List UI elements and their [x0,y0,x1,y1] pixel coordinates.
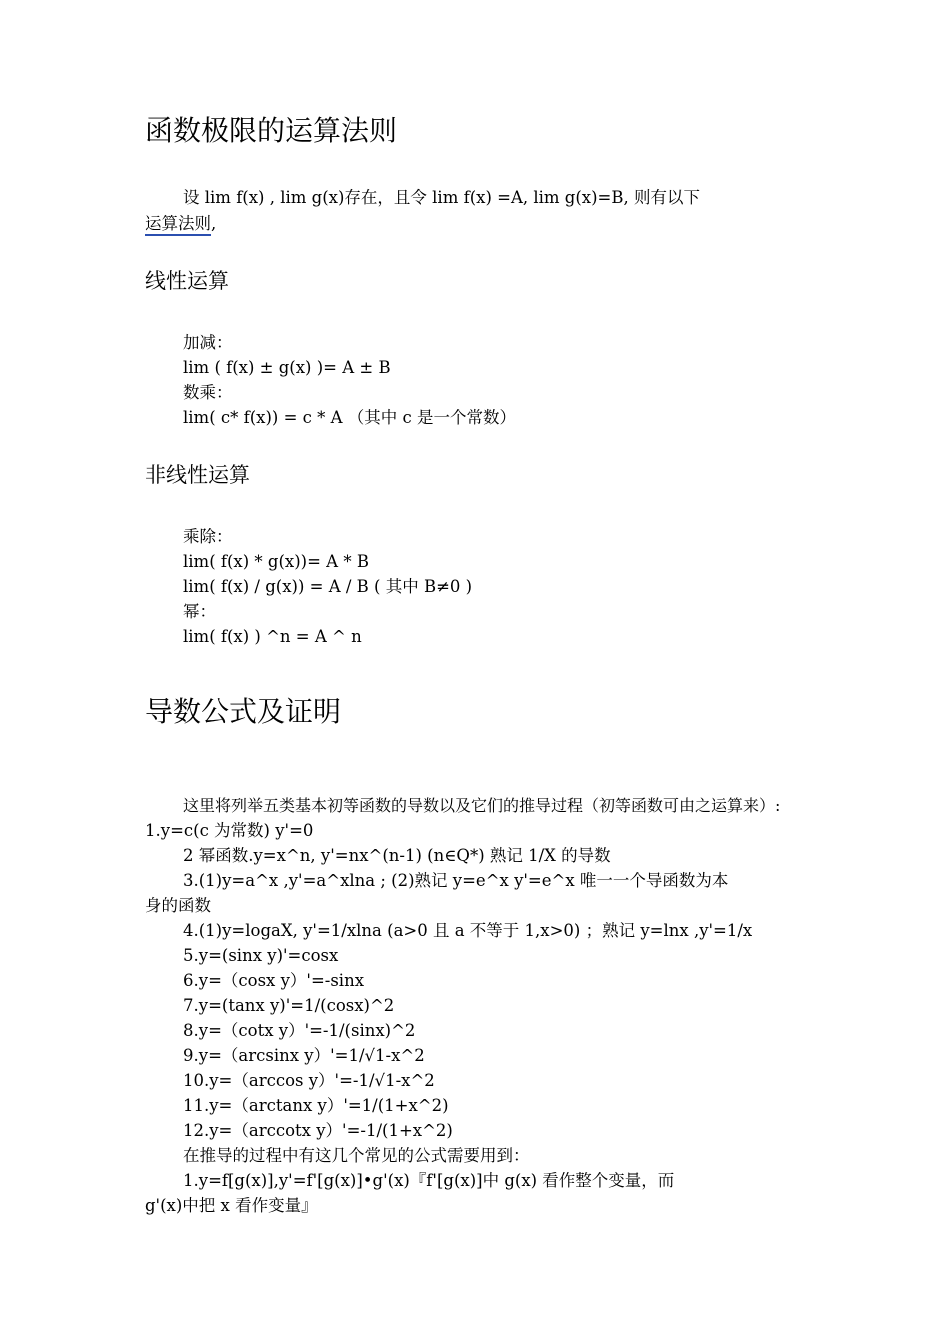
derivative-item: 2 幂函数.y=x^n, y'=nx^(n-1) (n∈Q*) 熟记 1/X 的导数 [183,846,611,865]
derivative-item: 12.y=（arccotx y）'=-1/(1+x^2) [183,1121,453,1140]
label-scalar-multiply: 数乘： [183,383,233,402]
chain-rule-line: 1.y=f[g(x)],y'=f'[g(x)]•g'(x)『f'[g(x)]中 g(x) 看作整个变量，而 [183,1171,675,1190]
formula-add-subtract: lim ( f(x) ± g(x) )= A ± B [183,358,391,377]
label-multiply-divide: 乘除： [183,527,233,546]
derivative-item: 6.y=（cosx y）'=-sinx [183,971,365,990]
common-formulas-intro: 在推导的过程中有这几个常见的公式需要用到： [183,1146,530,1165]
formula-power: lim( f(x) ) ^n = A ^ n [183,627,362,646]
section-title-derivatives: 导数公式及证明 [145,695,342,728]
intro-tail: , [211,214,217,233]
limit-intro-line: 设 lim f(x) , lim g(x)存在，且令 lim f(x) =A, lim g(x)=B, 则有以下 [183,188,700,207]
derivative-item: 10.y=（arccos y）'=-1/√1-x^2 [183,1071,435,1090]
label-add-subtract: 加减： [183,333,233,352]
derivative-item: 1.y=c(c 为常数) y'=0 [145,821,314,840]
section-title-limit-rules: 函数极限的运算法则 [145,114,398,147]
limit-intro-continuation [145,211,216,236]
derivative-item: 11.y=（arctanx y）'=1/(1+x^2) [183,1096,449,1115]
chain-rule-continuation: g'(x)中把 x 看作变量』 [145,1196,318,1215]
formula-scalar-multiply: lim( c* f(x)) = c * A （其中 c 是一个常数） [183,408,517,427]
derivative-item: 8.y=（cotx y）'=-1/(sinx)^2 [183,1021,416,1040]
derivative-item: 3.(1)y=a^x ,y'=a^xlna ; (2)熟记 y=e^x y'=e^x 唯一一个导函数为本 [183,871,729,890]
derivative-item: 4.(1)y=logaX, y'=1/xlna (a>0 且 a 不等于 1,x>0) ；熟记 y=lnx ,y'=1/x [183,921,753,940]
formula-divide: lim( f(x) / g(x)) = A / B ( 其中 B≠0 ) [183,577,473,596]
heading-nonlinear-operations: 非线性运算 [145,463,250,487]
heading-linear-operations: 线性运算 [145,269,229,293]
formula-multiply: lim( f(x) * g(x))= A * B [183,552,369,571]
derivative-item: 9.y=（arcsinx y）'=1/√1-x^2 [183,1046,425,1065]
derivative-item: 7.y=(tanx y)'=1/(cosx)^2 [183,996,395,1015]
derivatives-intro: 这里将列举五类基本初等函数的导数以及它们的推导过程（初等函数可由之运算来）: [183,796,781,815]
operation-rules-link[interactable]: 运算法则 [145,214,211,236]
derivative-item: 5.y=(sinx y)'=cosx [183,946,339,965]
label-power: 幂： [183,602,216,621]
derivative-item: 身的函数 [145,896,211,915]
